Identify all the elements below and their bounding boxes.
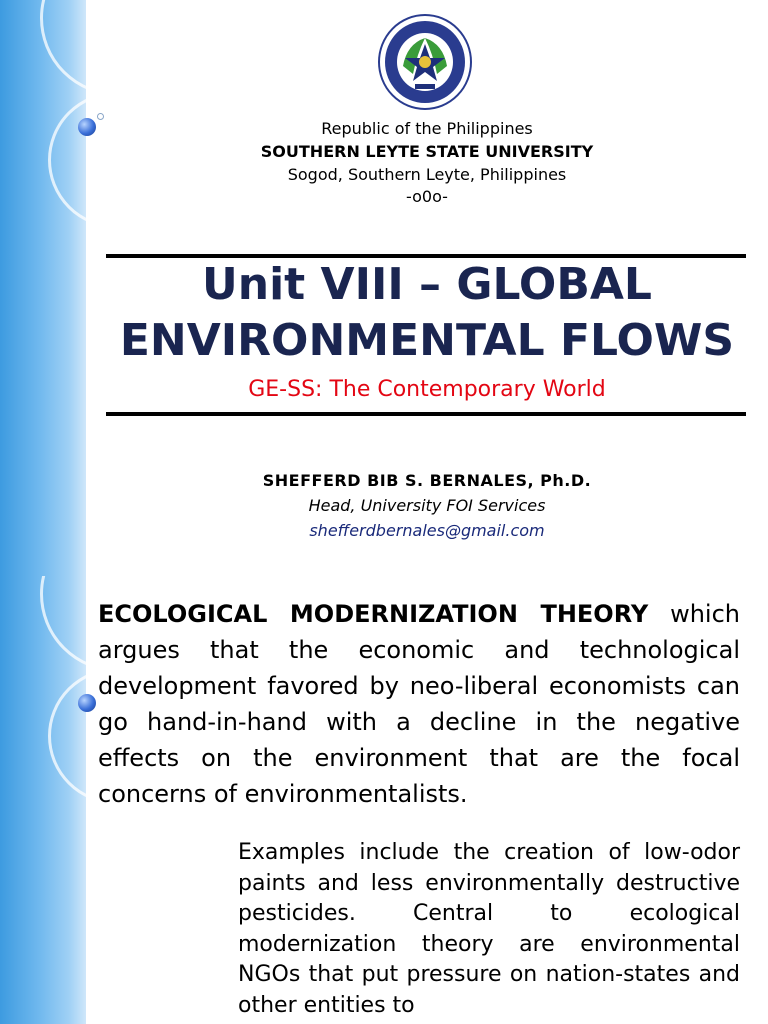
header-line-university: SOUTHERN LEYTE STATE UNIVERSITY (260, 142, 594, 161)
bottom-divider (106, 412, 746, 416)
theory-term: ECOLOGICAL MODERNIZATION THEORY (98, 600, 649, 628)
decorative-side-band (0, 0, 86, 576)
university-seal-icon (377, 14, 473, 110)
theory-paragraph (98, 596, 740, 812)
content-slide (0, 576, 768, 1024)
header-line-republic: Republic of the Philippines (321, 119, 533, 138)
examples-paragraph: Examples include the creation of low-odor paints and less environmentally destructive pesticides. Central to ecological modernization theory are environmental NGOs that put pressure on nation-states and other entities to (238, 840, 740, 1018)
author-email: shefferdbernales@gmail.com (309, 521, 545, 540)
header-line-separator: -o0o- (406, 187, 448, 206)
subtitle: GE-SS: The Contemporary World (248, 377, 606, 402)
title-line-1: Unit VIII – GLOBAL (202, 259, 652, 310)
title-line-2: ENVIRONMENTAL FLOWS (119, 315, 735, 366)
header-line-location: Sogod, Southern Leyte, Philippines (287, 165, 567, 184)
author-role: Head, University FOI Services (308, 496, 546, 515)
author-name: SHEFFERD BIB S. BERNALES, Ph.D. (262, 471, 592, 490)
decorative-orb-icon (78, 694, 96, 712)
theory-definition: which argues that the economic and technological development favored by neo-liberal economists can go hand-in-hand with a decline in the negative effects on the environment that are the focal concerns of environmentalists. (98, 600, 741, 808)
